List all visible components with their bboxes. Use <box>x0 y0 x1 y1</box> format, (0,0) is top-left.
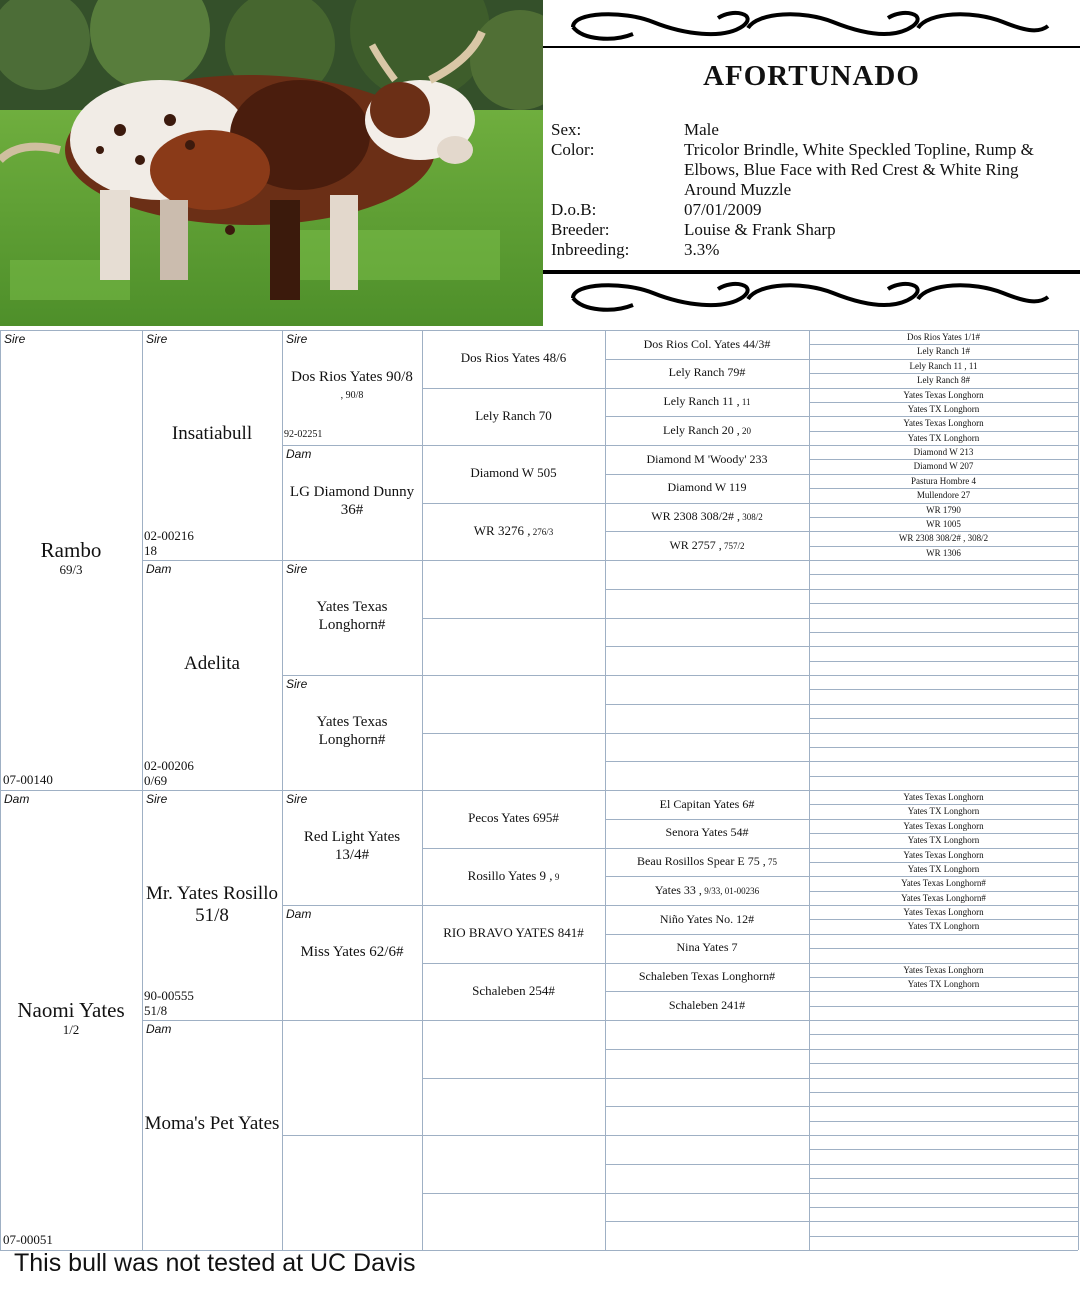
animal-info-panel <box>543 0 1080 326</box>
gen6-name: Yates Texas Longhorn# <box>901 878 986 889</box>
gen6-name: Yates TX Longhorn <box>907 432 980 443</box>
grid-line <box>605 589 809 590</box>
registration-number: 92-02251 <box>284 429 323 440</box>
grid-line <box>422 445 605 446</box>
gen5-name-text: WR 2757 , <box>669 537 722 552</box>
grid-line <box>422 790 605 791</box>
gen5-name-text: Niño Yates No. 12# <box>659 911 755 926</box>
grid-line <box>605 819 809 820</box>
gen5-name <box>605 394 809 409</box>
grid-line <box>809 1221 1078 1222</box>
breeder-value: Louise & Frank Sharp <box>684 220 836 239</box>
grid-line <box>809 560 1078 561</box>
registration-number: 02-00216 <box>144 528 194 543</box>
gen4-name-suffix: 9 <box>552 871 560 882</box>
dob-value: 07/01/2009 <box>684 200 762 219</box>
grid-line <box>605 905 809 906</box>
grid-line <box>809 1006 1078 1007</box>
gen5-name-text: Lely Ranch 20 , <box>663 422 740 437</box>
grid-line <box>809 934 1078 935</box>
gen2-name: Adelita <box>184 653 240 674</box>
grid-line <box>605 848 809 849</box>
grid-line <box>142 560 282 561</box>
grid-line <box>422 1135 605 1136</box>
gen6-name: Pastura Hombre 4 <box>911 475 976 486</box>
gen6-name: Yates TX Longhorn <box>907 863 980 874</box>
cell-role-label: Sire <box>286 677 308 691</box>
gen6-name: Yates Texas Longhorn <box>903 792 984 802</box>
color-value: Tricolor Brindle, White Speckled Topline, Rump & Elbows, Blue Face with Red Crest & White Ring Around Muzzle <box>684 140 1034 199</box>
gen3-name: Red Light Yates 13/4# <box>303 828 401 863</box>
grid-line <box>422 1193 605 1194</box>
grid-line <box>605 761 809 762</box>
grid-line <box>605 1020 809 1021</box>
grid-line <box>809 574 1078 575</box>
gen4-name <box>422 523 605 539</box>
grid-line <box>282 1135 422 1136</box>
grid-line <box>605 416 809 417</box>
gen6-name: Yates Texas Longhorn <box>903 820 984 831</box>
cell-role-label: Sire <box>146 332 168 346</box>
gen5-name-text: Lely Ranch 79# <box>668 365 746 380</box>
sex-label: Sex: <box>551 120 582 139</box>
grid-line <box>282 790 422 791</box>
gen6-name: Mullendore 27 <box>916 490 971 501</box>
grid-line <box>809 1078 1078 1079</box>
grid-line <box>282 675 422 676</box>
registration-detail: 51/8 <box>144 1003 168 1018</box>
gen6-name: Diamond W 207 <box>913 461 974 472</box>
decorative-scroll-top <box>543 4 1080 50</box>
grid-line <box>605 445 809 446</box>
grid-line <box>422 733 605 734</box>
grid-line <box>809 632 1078 633</box>
gen5-name <box>605 825 809 840</box>
grid-line <box>809 1207 1078 1208</box>
gen3-sub: , 90/8 <box>340 389 364 401</box>
grid-line <box>142 790 282 791</box>
gen3-name: Miss Yates 62/6# <box>300 943 404 960</box>
grid-line <box>422 503 605 504</box>
grid-line <box>809 689 1078 690</box>
grid-line <box>809 1063 1078 1064</box>
grid-line <box>282 560 422 561</box>
gen4-name <box>422 810 605 826</box>
grid-line <box>422 560 605 561</box>
gen1-sub: 1/2 <box>62 1022 80 1037</box>
gen5-name-suffix: 20 <box>739 425 751 436</box>
footer-note: This bull was not tested at UC Davis <box>14 1249 416 1277</box>
grid-line <box>605 934 809 935</box>
gen4-name-text: Schaleben 254# <box>472 982 555 998</box>
pedigree-chart <box>0 330 1080 1252</box>
gen6-name: Yates Texas Longhorn <box>903 849 984 860</box>
grid-line <box>605 991 809 992</box>
gen6-name: Yates TX Longhorn <box>907 403 980 414</box>
grid-line <box>809 1106 1078 1107</box>
dob-label: D.o.B: <box>551 200 597 219</box>
grid-line <box>809 747 1078 748</box>
grid-line <box>605 876 809 877</box>
divider <box>543 46 1080 48</box>
grid-line <box>809 1034 1078 1035</box>
grid-line <box>605 1106 809 1107</box>
grid-line <box>605 359 809 360</box>
gen6-name: Lely Ranch 1# <box>917 346 970 357</box>
gen6-name: Yates Texas Longhorn# <box>901 892 986 903</box>
gen6-name: Lely Ranch 8# <box>917 375 970 386</box>
gen6-name: Diamond W 213 <box>913 447 974 457</box>
grid-line <box>282 905 422 906</box>
registration-number: 07-00140 <box>3 772 53 787</box>
gen2-name: Insatiabull <box>171 423 253 444</box>
registration-number: 90-00555 <box>144 988 194 1003</box>
grid-line <box>605 675 809 676</box>
grid-line <box>422 963 605 964</box>
grid-line <box>809 1149 1078 1150</box>
grid-line <box>605 503 809 504</box>
gen6-name: Yates Texas Longhorn <box>903 907 984 917</box>
grid-line <box>809 991 1078 992</box>
gen3-name: LG Diamond Dunny 36# <box>289 483 415 518</box>
gen5-name-text: Diamond W 119 <box>667 480 747 495</box>
gen5-name-text: Nina Yates 7 <box>676 940 738 955</box>
cell-role-label: Dam <box>4 792 30 806</box>
gen5-name <box>605 452 809 467</box>
gen5-name-text: Schaleben Texas Longhorn# <box>638 969 776 984</box>
gen6-name: Yates TX Longhorn <box>907 978 980 989</box>
gen4-name-text: RIO BRAVO YATES 841# <box>443 925 584 941</box>
gen1-name: Naomi Yates <box>17 998 125 1022</box>
registration-number: 07-00051 <box>3 1232 53 1247</box>
gen5-name-suffix: 75 <box>765 857 777 868</box>
cell-role-label: Dam <box>146 1022 172 1036</box>
registration-number: 02-00206 <box>144 758 194 773</box>
grid-line <box>422 848 605 849</box>
gen5-name <box>605 365 809 380</box>
animal-name: AFORTUNADO <box>703 60 920 92</box>
gen5-name <box>605 854 809 869</box>
gen5-name-text: Lely Ranch 11 , <box>663 394 740 409</box>
grid-line <box>809 1092 1078 1093</box>
grid-line <box>605 560 809 561</box>
gen5-name <box>605 912 809 927</box>
gen4-name-text: Dos Rios Yates 48/6 <box>460 350 567 366</box>
gen2-name: Mr. Yates Rosillo 51/8 <box>146 883 278 926</box>
grid-line <box>605 1049 809 1050</box>
gen3-name: Dos Rios Yates 90/8 <box>291 368 413 385</box>
grid-line <box>605 646 809 647</box>
gen4-name <box>422 408 605 424</box>
gen2-name: Moma's Pet Yates <box>144 1113 280 1134</box>
gen5-name <box>605 969 809 984</box>
cell-role-label: Sire <box>286 792 308 806</box>
bull-photo <box>0 0 543 326</box>
gen5-name <box>605 538 809 553</box>
grid-line <box>809 618 1078 619</box>
gen5-name-text: WR 2308 308/2# , <box>651 509 740 524</box>
grid-line <box>809 704 1078 705</box>
gen4-name-text: Pecos Yates 695# <box>468 810 559 826</box>
gen5-name <box>605 797 809 812</box>
grid-line <box>809 1178 1078 1179</box>
cell-role-label: Dam <box>286 447 312 461</box>
grid-line <box>422 1078 605 1079</box>
decorative-scroll-bottom <box>543 275 1080 321</box>
grid-line <box>809 948 1078 949</box>
gen6-name: Yates Texas Longhorn <box>903 389 984 400</box>
cell-role-label: Sire <box>286 562 308 576</box>
grid-line <box>0 790 142 791</box>
grid-line <box>605 733 809 734</box>
cell-role-label: Dam <box>286 907 312 921</box>
grid-line <box>809 603 1078 604</box>
gen5-name <box>605 883 809 898</box>
gen6-name: Dos Rios Yates 1/1# <box>906 332 980 342</box>
gen5-name-text: Beau Rosillos Spear E 75 , <box>637 854 766 869</box>
grid-line <box>422 905 605 906</box>
gen6-name: Yates Texas Longhorn <box>903 964 984 975</box>
gen5-name-suffix: 308/2 <box>739 512 763 523</box>
grid-line <box>282 1020 422 1021</box>
gen4-name-text: Rosillo Yates 9 , <box>467 867 553 883</box>
gen6-name: Yates TX Longhorn <box>907 806 980 817</box>
grid-line <box>809 1049 1078 1050</box>
cell-role-label: Sire <box>286 332 308 346</box>
cell-role-label: Sire <box>146 792 168 806</box>
grid-line <box>809 761 1078 762</box>
grid-line <box>605 790 809 791</box>
grid-line <box>605 388 809 389</box>
grid-line <box>422 618 605 619</box>
gen6-name: WR 1005 <box>926 518 961 529</box>
gen4-name-text: Diamond W 505 <box>470 465 557 481</box>
grid-line <box>605 1221 809 1222</box>
gen5-name <box>605 337 809 352</box>
grid-line <box>809 733 1078 734</box>
gen5-name-text: Schaleben 241# <box>668 997 746 1012</box>
gen5-name-text: Diamond M 'Woody' 233 <box>646 451 768 466</box>
grid-line <box>605 1135 809 1136</box>
grid-line <box>605 963 809 964</box>
gen4-name <box>422 465 605 481</box>
cell-role-label: Sire <box>4 332 26 346</box>
grid-line <box>809 718 1078 719</box>
grid-line <box>809 646 1078 647</box>
gen5-name <box>605 480 809 495</box>
grid-line <box>605 1193 809 1194</box>
gen1-name: Rambo <box>40 538 102 562</box>
grid-line <box>809 1164 1078 1165</box>
grid-line <box>605 704 809 705</box>
grid-line <box>422 388 605 389</box>
gen5-name-text: El Capitan Yates 6# <box>659 796 755 811</box>
grid-line <box>422 1020 605 1021</box>
gen5-name-text: Senora Yates 54# <box>665 825 749 840</box>
grid-line <box>1078 330 1079 1250</box>
gen5-name-suffix: 11 <box>739 397 751 408</box>
gen5-name <box>605 509 809 524</box>
gen5-name-text: Dos Rios Col. Yates 44/3# <box>643 336 771 351</box>
cell-role-label: Dam <box>146 562 172 576</box>
gen6-name: WR 1306 <box>926 547 961 558</box>
grid-line <box>809 661 1078 662</box>
gen3-name: Yates Texas Longhorn# <box>316 713 388 748</box>
grid-line <box>809 1193 1078 1194</box>
registration-detail: 18 <box>144 543 157 558</box>
grid-line <box>605 618 809 619</box>
grid-line <box>605 474 809 475</box>
registration-detail: 0/69 <box>144 773 168 788</box>
gen6-name: Yates TX Longhorn <box>907 921 980 932</box>
gen1-sub: 69/3 <box>59 562 83 577</box>
grid-line <box>142 1020 282 1021</box>
gen4-name-text: Lely Ranch 70 <box>475 407 552 423</box>
inbreeding-label: Inbreeding: <box>551 240 630 259</box>
gen6-name: Yates Texas Longhorn <box>903 418 984 429</box>
gen5-name <box>605 423 809 438</box>
breeder-label: Breeder: <box>551 220 610 239</box>
grid-line <box>282 445 422 446</box>
gen6-name: Yates TX Longhorn <box>907 835 980 846</box>
grid-line <box>809 1020 1078 1021</box>
grid-line <box>809 1135 1078 1136</box>
divider <box>543 270 1080 274</box>
gen6-name: WR 1790 <box>926 504 961 515</box>
gen5-name-suffix: 757/2 <box>721 540 745 551</box>
gen4-name <box>422 925 605 941</box>
grid-line <box>605 1164 809 1165</box>
grid-line <box>605 1078 809 1079</box>
gen5-name <box>605 998 809 1013</box>
gen4-name-suffix: 276/3 <box>530 526 554 537</box>
gen5-name-suffix: 9/33, 01-00236 <box>701 885 760 896</box>
gen4-name <box>422 868 605 884</box>
gen6-name: WR 2308 308/2# , 308/2 <box>898 533 989 544</box>
grid-line <box>422 675 605 676</box>
grid-line <box>809 776 1078 777</box>
inbreeding-value: 3.3% <box>684 240 720 259</box>
grid-line <box>809 589 1078 590</box>
sex-value: Male <box>684 120 719 139</box>
grid-line <box>809 1236 1078 1237</box>
gen5-name-text: Yates 33 , <box>654 882 702 897</box>
gen4-name-text: WR 3276 , <box>473 522 531 538</box>
grid-line <box>809 1121 1078 1122</box>
gen5-name <box>605 940 809 955</box>
gen4-name <box>422 350 605 366</box>
gen4-name <box>422 983 605 999</box>
grid-line <box>605 531 809 532</box>
grid-line <box>809 675 1078 676</box>
gen6-name: Lely Ranch 11 , 11 <box>909 360 978 371</box>
color-label: Color: <box>551 140 595 159</box>
gen3-name: Yates Texas Longhorn# <box>316 598 388 633</box>
